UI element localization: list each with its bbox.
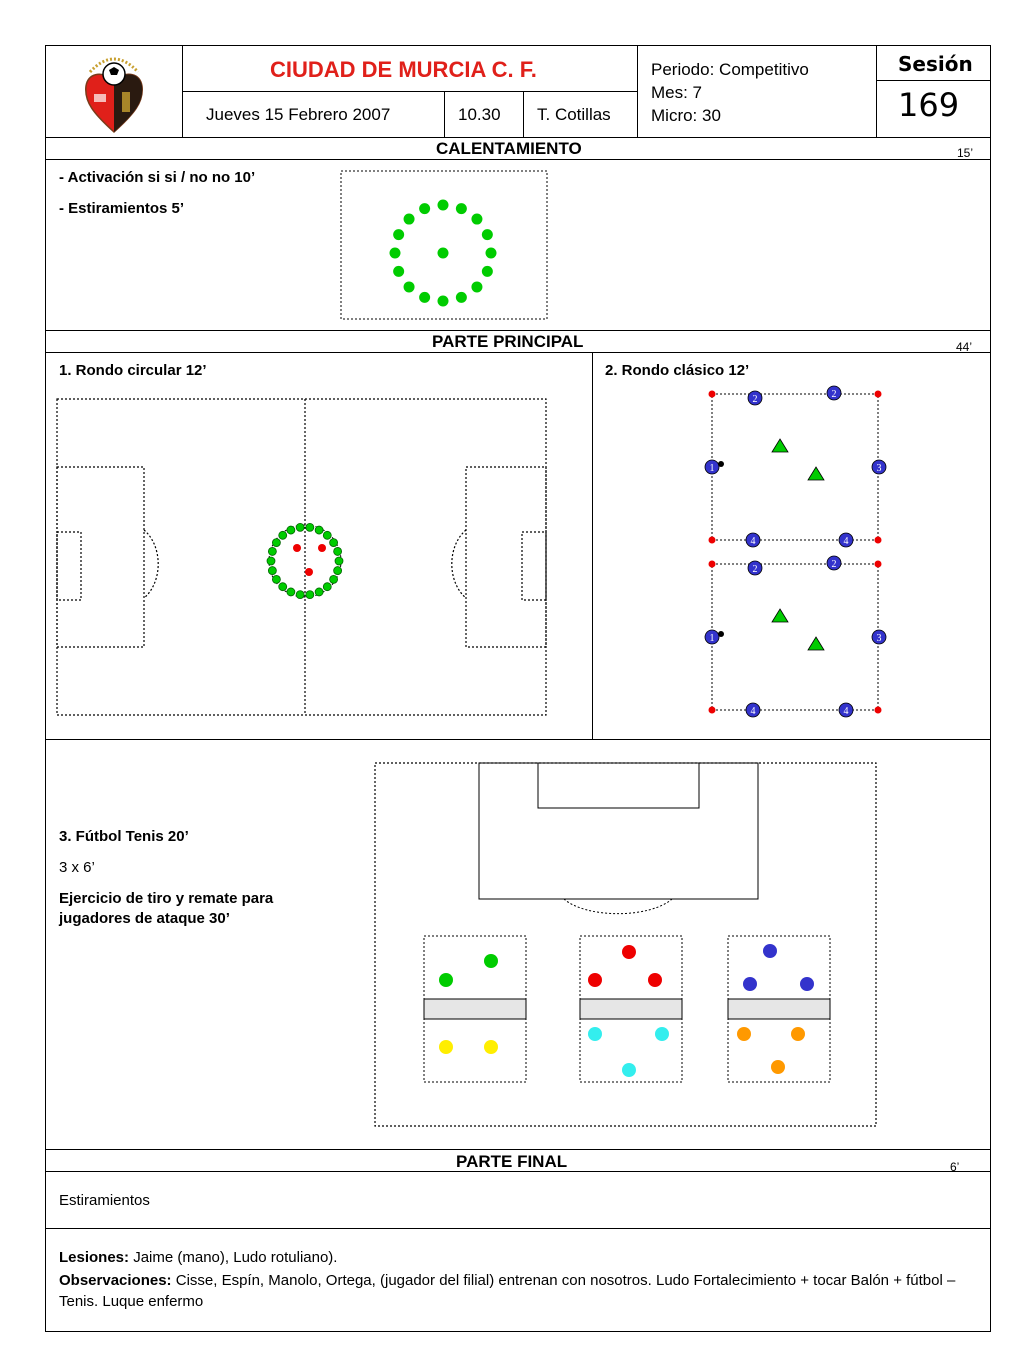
player-dot bbox=[791, 1027, 805, 1041]
rondo-player bbox=[748, 561, 762, 575]
player-dot bbox=[482, 266, 493, 277]
injuries-label: Lesiones: bbox=[59, 1249, 130, 1266]
attacker-player bbox=[272, 575, 280, 583]
player-dot bbox=[404, 281, 415, 292]
rondo-player bbox=[705, 630, 719, 644]
svg-text:3: 3 bbox=[876, 463, 882, 474]
divider bbox=[876, 45, 877, 137]
main-title: PARTE PRINCIPAL bbox=[432, 332, 584, 351]
exercise-2-title: 2. Rondo clásico 12’ bbox=[605, 362, 750, 379]
final-title: PARTE FINAL bbox=[456, 1152, 568, 1171]
rondo-player bbox=[839, 703, 853, 717]
cone bbox=[875, 391, 882, 398]
divider bbox=[45, 330, 991, 331]
cone bbox=[875, 561, 882, 568]
session-time: 10.30 bbox=[458, 105, 501, 124]
player-dot bbox=[484, 1040, 498, 1054]
rondo-area bbox=[709, 394, 878, 540]
attacker-player bbox=[330, 575, 338, 583]
rondo-player bbox=[872, 630, 886, 644]
cone bbox=[875, 707, 882, 714]
attacker-player bbox=[306, 523, 314, 531]
player-dot bbox=[763, 944, 777, 958]
futbol-tenis-diagram bbox=[374, 762, 878, 1128]
player-dot bbox=[419, 292, 430, 303]
warmup-title: CALENTAMIENTO bbox=[436, 139, 582, 158]
coach-name: T. Cotillas bbox=[537, 105, 611, 124]
svg-text:4: 4 bbox=[843, 706, 849, 717]
attacker-player bbox=[279, 531, 287, 539]
cone bbox=[709, 537, 716, 544]
player-dot bbox=[655, 1027, 669, 1041]
month: Mes: 7 bbox=[651, 83, 703, 102]
svg-text:2: 2 bbox=[752, 564, 758, 575]
player-dot bbox=[404, 214, 415, 225]
defender-triangle bbox=[772, 609, 788, 622]
warmup-item: - Estiramientos 5’ bbox=[59, 200, 185, 217]
cone bbox=[709, 561, 716, 568]
injuries-text: Jaime (mano), Ludo rotuliano). bbox=[129, 1249, 338, 1266]
attacker-player bbox=[330, 539, 338, 547]
player-dot bbox=[439, 973, 453, 987]
attacker-player bbox=[267, 557, 275, 565]
observations-text: Cisse, Espín, Manolo, Ortega, (jugador del filial) entrenan con nosotros. Ludo Fortalecimiento + tocar Balón + fútbol – Tenis. Luque enfermo bbox=[59, 1272, 956, 1310]
exercise-3-title: 3. Fútbol Tenis 20’ bbox=[59, 828, 189, 845]
divider bbox=[523, 91, 524, 137]
divider bbox=[592, 352, 593, 739]
exercise-1-title: 1. Rondo circular 12’ bbox=[59, 362, 207, 379]
player-dot bbox=[419, 203, 430, 214]
svg-text:2: 2 bbox=[831, 389, 837, 400]
player-dot bbox=[484, 954, 498, 968]
player-dot bbox=[737, 1027, 751, 1041]
player-dot bbox=[456, 203, 467, 214]
defender-player bbox=[305, 568, 313, 576]
svg-text:4: 4 bbox=[750, 536, 756, 547]
player-dot bbox=[588, 1027, 602, 1041]
divider bbox=[45, 137, 991, 138]
attacker-player bbox=[315, 526, 323, 534]
rondo-circular-pitch bbox=[56, 398, 548, 716]
attacker-player bbox=[323, 531, 331, 539]
warmup-diagram bbox=[340, 170, 548, 320]
injuries bbox=[59, 1249, 337, 1266]
divider bbox=[45, 159, 991, 160]
session-date: Jueves 15 Febrero 2007 bbox=[206, 105, 391, 124]
defender-player bbox=[293, 544, 301, 552]
player-dot bbox=[588, 973, 602, 987]
player-dot bbox=[393, 266, 404, 277]
micro-cycle: Micro: 30 bbox=[651, 106, 721, 125]
attacker-player bbox=[287, 588, 295, 596]
player-dot bbox=[486, 248, 497, 259]
attacker-player bbox=[296, 591, 304, 599]
attacker-player bbox=[272, 539, 280, 547]
rondo-player bbox=[872, 460, 886, 474]
exercise-3-reps: 3 x 6’ bbox=[59, 859, 95, 876]
player-dot bbox=[393, 229, 404, 240]
player-dot bbox=[771, 1060, 785, 1074]
rondo-player bbox=[705, 460, 719, 474]
court-net bbox=[728, 999, 830, 1019]
attacker-player bbox=[268, 567, 276, 575]
attacker-player bbox=[315, 588, 323, 596]
player-dot bbox=[471, 281, 482, 292]
court-net bbox=[580, 999, 682, 1019]
attacker-player bbox=[334, 567, 342, 575]
cone bbox=[875, 537, 882, 544]
attacker-player bbox=[287, 526, 295, 534]
defender-triangle bbox=[808, 637, 824, 650]
divider bbox=[182, 91, 637, 92]
club-name: CIUDAD DE MURCIA C. F. bbox=[270, 57, 537, 82]
svg-text:1: 1 bbox=[709, 463, 715, 474]
player-dot bbox=[648, 973, 662, 987]
rondo-player bbox=[746, 533, 760, 547]
divider bbox=[45, 739, 991, 740]
rondo-player bbox=[839, 533, 853, 547]
svg-text:3: 3 bbox=[876, 633, 882, 644]
attacker-player bbox=[279, 583, 287, 591]
cone bbox=[709, 391, 716, 398]
defender-triangle bbox=[772, 439, 788, 452]
divider bbox=[45, 1149, 991, 1150]
attacker-player bbox=[334, 547, 342, 555]
warmup-duration: 15’ bbox=[957, 146, 974, 160]
session-number: 169 bbox=[898, 86, 960, 124]
club-logo bbox=[80, 52, 148, 134]
divider bbox=[45, 352, 991, 353]
player-dot bbox=[622, 945, 636, 959]
warmup-item: - Activación si si / no no 10’ bbox=[59, 169, 256, 186]
svg-text:1: 1 bbox=[709, 633, 715, 644]
player-dot bbox=[390, 248, 401, 259]
defender-player bbox=[318, 544, 326, 552]
divider bbox=[444, 91, 445, 137]
attacker-player bbox=[268, 547, 276, 555]
rondo-player bbox=[827, 386, 841, 400]
attacker-player bbox=[296, 523, 304, 531]
final-duration: 6’ bbox=[950, 1160, 960, 1174]
attacker-player bbox=[335, 557, 343, 565]
defender-triangle bbox=[808, 467, 824, 480]
svg-text:2: 2 bbox=[752, 394, 758, 405]
divider bbox=[45, 1228, 991, 1229]
rondo-player bbox=[746, 703, 760, 717]
svg-text:4: 4 bbox=[750, 706, 756, 717]
center-player-dot bbox=[438, 248, 449, 259]
player-dot bbox=[438, 296, 449, 307]
player-dot bbox=[743, 977, 757, 991]
attacker-player bbox=[306, 591, 314, 599]
ball bbox=[718, 631, 724, 637]
rondo-area bbox=[709, 564, 878, 710]
player-dot bbox=[482, 229, 493, 240]
exercise-3-note: Ejercicio de tiro y remate para jugadores de ataque 30’ bbox=[59, 890, 274, 927]
observations-label: Observaciones: bbox=[59, 1272, 172, 1289]
period: Periodo: Competitivo bbox=[651, 60, 809, 79]
session-label: Sesión bbox=[898, 52, 973, 76]
cone bbox=[709, 707, 716, 714]
court-net bbox=[424, 999, 526, 1019]
rondo-clasico-diagram bbox=[700, 380, 900, 720]
divider bbox=[876, 80, 991, 81]
divider bbox=[637, 45, 638, 137]
player-dot bbox=[800, 977, 814, 991]
attacker-player bbox=[323, 583, 331, 591]
svg-text:4: 4 bbox=[843, 536, 849, 547]
player-dot bbox=[471, 214, 482, 225]
player-dot bbox=[438, 200, 449, 211]
player-dot bbox=[622, 1063, 636, 1077]
ball bbox=[718, 461, 724, 467]
svg-text:2: 2 bbox=[831, 559, 837, 570]
player-dot bbox=[456, 292, 467, 303]
main-duration: 44’ bbox=[956, 340, 973, 354]
player-dot bbox=[439, 1040, 453, 1054]
observations bbox=[59, 1270, 974, 1312]
rondo-player bbox=[827, 556, 841, 570]
final-text: Estiramientos bbox=[59, 1192, 150, 1209]
rondo-player bbox=[748, 391, 762, 405]
